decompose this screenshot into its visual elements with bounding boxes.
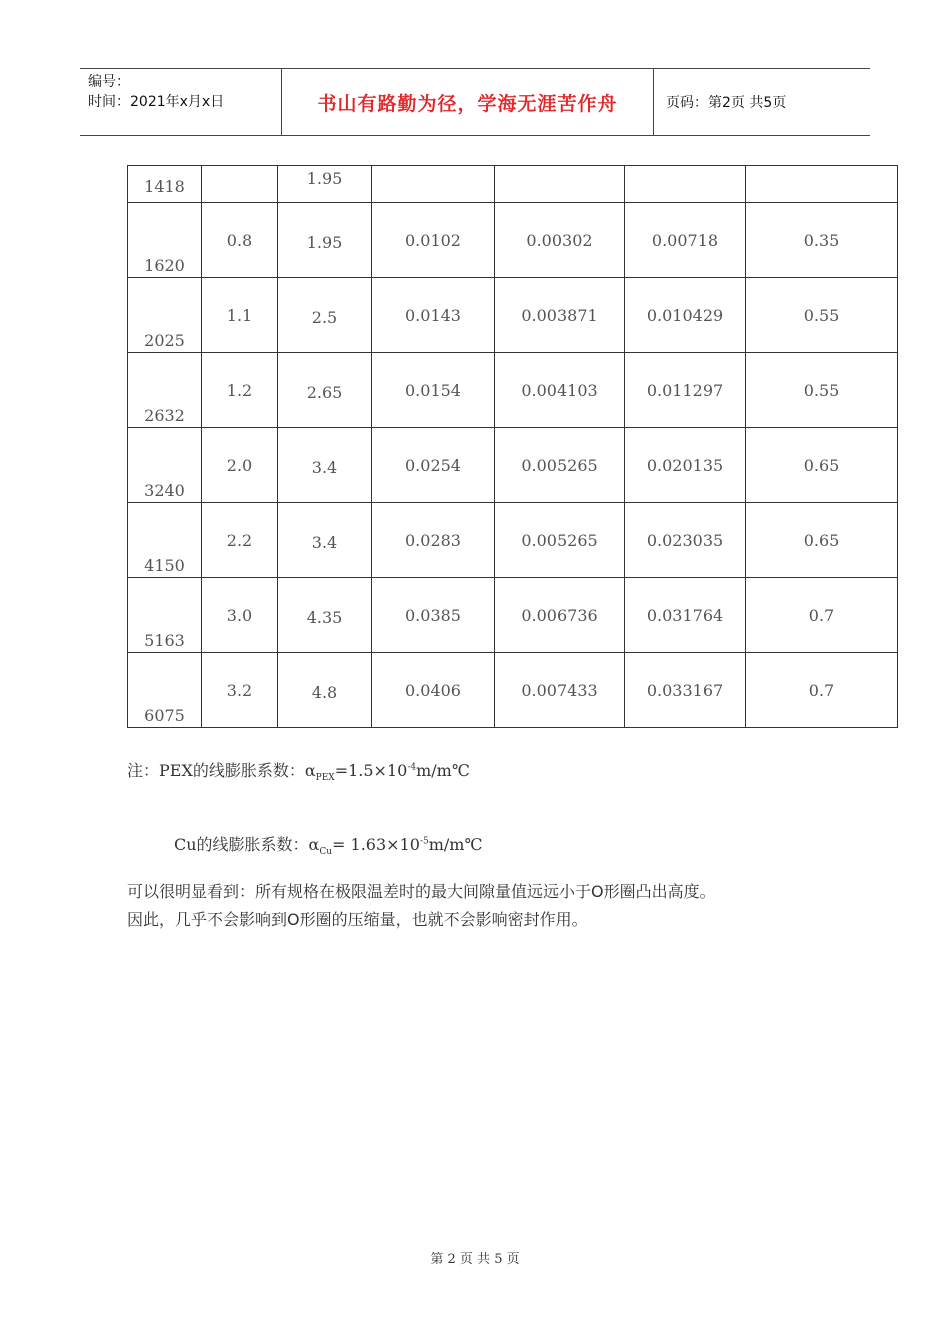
- table-row: [128, 428, 898, 503]
- table-cell-text: 4150: [144, 556, 185, 575]
- table-cell: [746, 353, 898, 428]
- table-cell: [372, 166, 495, 203]
- table-cell-text: 3.0: [226, 605, 253, 625]
- table-cell: [128, 503, 202, 578]
- table-cell: [278, 353, 372, 428]
- table-cell: [625, 353, 746, 428]
- table-cell-text: 1.1: [226, 305, 253, 325]
- table-cell-text: 0.033167: [646, 680, 724, 700]
- table-cell-text: 0.65: [803, 530, 840, 550]
- table-row: [128, 203, 898, 278]
- table-cell: [746, 578, 898, 653]
- table-cell-text: 3.2: [226, 680, 253, 700]
- note-pex-exp: -4: [407, 762, 417, 773]
- table-cell-text: 0.031764: [646, 605, 724, 625]
- table-cell: [495, 578, 625, 653]
- table-cell: [625, 653, 746, 728]
- table-row: [128, 653, 898, 728]
- table-cell-text: 0.55: [803, 305, 840, 325]
- table-cell-text: 0.020135: [646, 455, 724, 475]
- table-cell: [495, 166, 625, 203]
- table-cell: [495, 353, 625, 428]
- note-pex-coefficient: [127, 758, 470, 783]
- table-cell: [625, 166, 746, 203]
- table-cell: [625, 428, 746, 503]
- page-header: [80, 68, 870, 136]
- page-footer: 第 2 页 共 5 页: [430, 1252, 520, 1267]
- table-row: [128, 353, 898, 428]
- table-cell-text: 0.00302: [526, 230, 593, 250]
- table-cell: [278, 278, 372, 353]
- table-cell-text: 0.0406: [405, 680, 461, 700]
- table-cell: [128, 428, 202, 503]
- table-cell: [128, 578, 202, 653]
- table-cell-text: 0.010429: [646, 305, 724, 325]
- table-cell-text: 0.005265: [521, 530, 598, 550]
- table-cell: [746, 166, 898, 203]
- table-cell: [278, 578, 372, 653]
- table-cell: [278, 166, 372, 203]
- note-pex-unit: m/m℃: [416, 761, 470, 780]
- conclusion-line-1: 可以很明显看到：所有规格在极限温差时的最大间隙量值远远小于O形圈凸出高度。: [127, 882, 716, 901]
- table-cell: [372, 653, 495, 728]
- table-cell: [128, 203, 202, 278]
- table-cell: [202, 503, 278, 578]
- header-number-label: 编号：: [88, 74, 130, 90]
- table-cell-text: 2.2: [226, 530, 253, 550]
- conclusion-line-2: 因此，几乎不会影响到O形圈的压缩量，也就不会影响密封作用。: [127, 910, 588, 929]
- table-row: [128, 578, 898, 653]
- table-cell-text: 0.55: [803, 380, 840, 400]
- table-cell-text: 3240: [144, 481, 185, 500]
- table-cell-text: 0.0254: [405, 455, 461, 475]
- table-cell-text: 2025: [144, 331, 185, 350]
- table-cell-text: 0.023035: [646, 530, 724, 550]
- table-cell: [202, 428, 278, 503]
- table-cell-text: 1.2: [226, 380, 253, 400]
- table-cell: [746, 428, 898, 503]
- note-pex-prefix: 注：PEX的线膨胀系数：α: [127, 761, 316, 780]
- table-cell: [372, 353, 495, 428]
- table-cell-text: 0.005265: [521, 455, 598, 475]
- note-cu-unit: m/m℃: [428, 835, 483, 854]
- table-cell: [202, 166, 278, 203]
- table-cell: [746, 203, 898, 278]
- table-cell: [128, 353, 202, 428]
- table-cell: [625, 578, 746, 653]
- table-cell-text: 1.95: [306, 169, 343, 188]
- header-time-label: 时间：2021年x月x日: [88, 94, 225, 110]
- table-cell-text: 0.35: [803, 230, 840, 250]
- note-cu-coefficient: [174, 832, 482, 857]
- table-cell-text: 0.8: [226, 230, 253, 250]
- table-cell: [746, 278, 898, 353]
- table-cell: [278, 203, 372, 278]
- header-motto: 书山有路勤为径，学海无涯苦作舟: [282, 69, 654, 135]
- conclusion-paragraph: [127, 878, 847, 934]
- table-cell-text: 0.65: [803, 455, 840, 475]
- table-row: [128, 278, 898, 353]
- note-cu-sub: Cu: [319, 847, 333, 858]
- table-cell: [202, 353, 278, 428]
- table-cell: [625, 503, 746, 578]
- table-cell-text: 4.8: [311, 683, 338, 702]
- table-cell-text: 4.35: [306, 608, 343, 627]
- table-cell: [128, 166, 202, 203]
- table-cell: [495, 503, 625, 578]
- note-cu-prefix: Cu的线膨胀系数：α: [174, 835, 320, 854]
- table-cell-text: 0.00718: [651, 230, 719, 250]
- table-cell-text: 2.0: [226, 455, 253, 475]
- table-cell-text: 0.006736: [521, 605, 598, 625]
- table-cell-text: 0.0102: [405, 230, 461, 250]
- table-cell: [625, 203, 746, 278]
- header-meta: [80, 69, 282, 135]
- note-cu-value: = 1.63×10: [332, 835, 420, 854]
- table-cell-text: 3.4: [311, 458, 338, 477]
- table-cell-text: 0.0154: [405, 380, 461, 400]
- table-cell-text: 1.95: [306, 233, 343, 252]
- table-cell: [495, 203, 625, 278]
- table-cell: [128, 278, 202, 353]
- table-cell: [128, 653, 202, 728]
- table-cell-text: 2632: [144, 406, 185, 425]
- table-cell: [372, 203, 495, 278]
- table-cell: [625, 278, 746, 353]
- table-cell-text: 0.0143: [405, 305, 461, 325]
- note-pex-sub: PEX: [315, 773, 335, 784]
- table-cell: [278, 653, 372, 728]
- table-cell-text: 0.011297: [646, 380, 724, 400]
- table-cell-text: 0.007433: [521, 680, 598, 700]
- table-cell-text: 2.5: [311, 308, 338, 327]
- table-cell: [202, 578, 278, 653]
- table-cell-text: 0.004103: [521, 380, 598, 400]
- table-cell-text: 0.7: [808, 605, 835, 625]
- note-cu-exp: -5: [419, 836, 429, 847]
- table-cell: [372, 503, 495, 578]
- table-cell: [202, 203, 278, 278]
- data-table: [127, 165, 898, 728]
- table-cell: [372, 278, 495, 353]
- table-cell-text: 2.65: [306, 383, 343, 402]
- table-cell: [278, 428, 372, 503]
- note-pex-value: =1.5×10: [334, 761, 408, 780]
- table-cell: [746, 503, 898, 578]
- table-cell-text: 0.7: [808, 680, 835, 700]
- table-cell-text: 3.4: [311, 533, 338, 552]
- table-cell-text: 0.0283: [405, 530, 461, 550]
- header-page-info: 页码：第2页 共5页: [666, 95, 787, 111]
- table-cell: [495, 653, 625, 728]
- table-cell: [495, 428, 625, 503]
- table-cell: [278, 503, 372, 578]
- table-cell: [202, 653, 278, 728]
- table-cell-text: 1620: [144, 256, 185, 275]
- table-cell: [372, 428, 495, 503]
- table-row: [128, 166, 898, 203]
- table-cell: [372, 578, 495, 653]
- table-row: [128, 503, 898, 578]
- table-cell-text: 0.003871: [521, 305, 598, 325]
- table-cell-text: 1418: [144, 177, 185, 196]
- table-cell: [495, 278, 625, 353]
- table-cell-text: 6075: [144, 706, 185, 725]
- table-cell-text: 0.0385: [405, 605, 461, 625]
- table-cell: [746, 653, 898, 728]
- table-cell-text: 5163: [144, 631, 185, 650]
- table-cell: [202, 278, 278, 353]
